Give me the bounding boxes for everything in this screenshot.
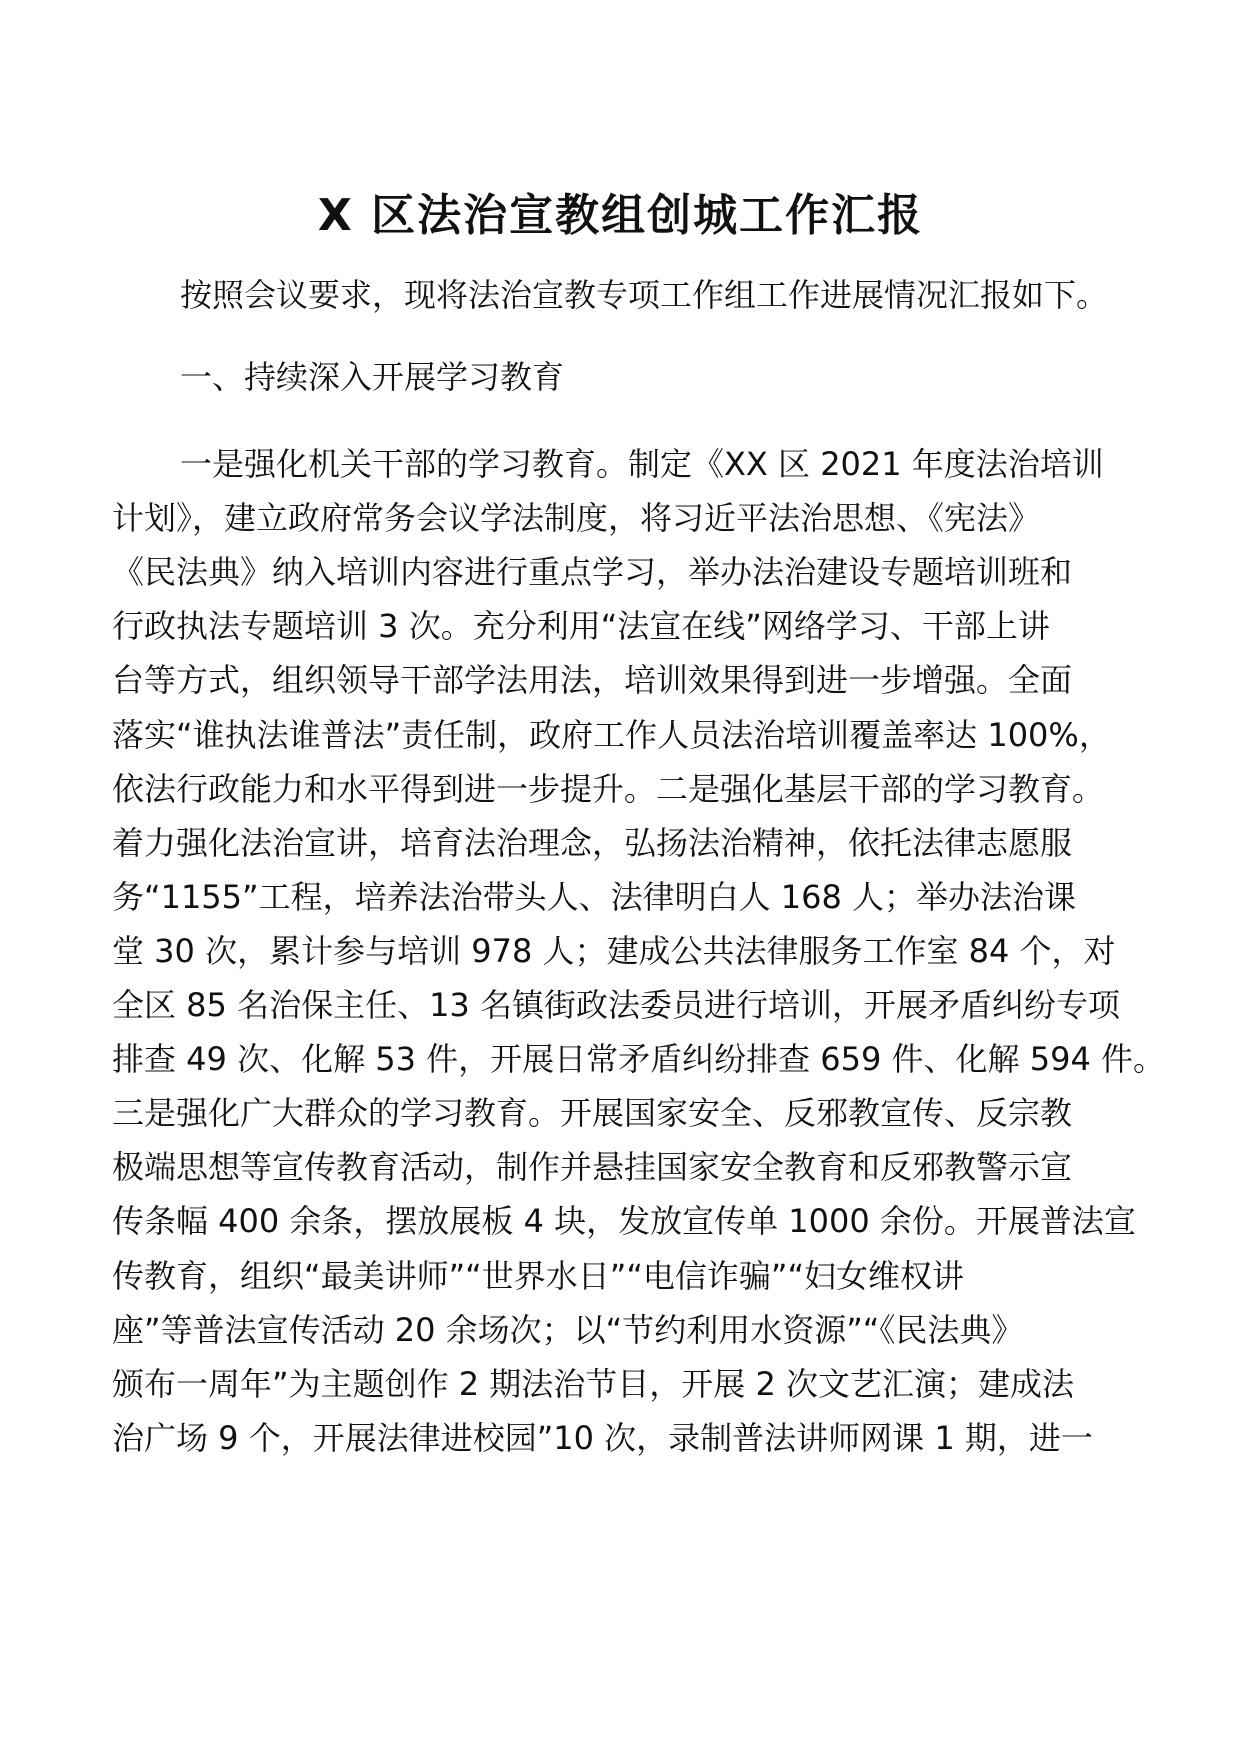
body-line: 台等方式，组织领导干部学法用法，培训效果得到进一步增强。全面: [112, 661, 1073, 699]
body-line: 一是强化机关干部的学习教育。制定《XX 区 2021 年度法治培训: [180, 445, 1104, 483]
body-line: 着力强化法治宣讲，培育法治理念，弘扬法治精神，依托法律志愿服: [112, 824, 1073, 862]
section-heading: 一、持续深入开展学习教育: [180, 358, 565, 396]
body-line: 《民法典》纳入培训内容进行重点学习，举办法治建设专题培训班和: [112, 553, 1073, 591]
body-line: 治广场 9 个，开展法律进校园”10 次，录制普法讲师网课 1 期，进一: [112, 1419, 1093, 1457]
body-line: 传条幅 400 余条，摆放展板 4 块，发放宣传单 1000 余份。开展普法宣: [112, 1202, 1136, 1240]
intro-paragraph: 按照会议要求，现将法治宣教专项工作组工作进展情况汇报如下。: [180, 276, 1109, 314]
body-line: 全区 85 名治保主任、13 名镇街政法委员进行培训，开展矛盾纠纷专项: [112, 986, 1120, 1024]
body-line: 座”等普法宣传活动 20 余场次；以“节约利用水资源”“《民法典》: [112, 1311, 1024, 1349]
body-line: 落实“谁执法谁普法”责任制，政府工作人员法治培训覆盖率达 100%，: [112, 716, 1111, 754]
body-line: 务“1155”工程，培养法治带头人、法律明白人 168 人；举办法治课: [112, 878, 1077, 916]
body-line: 行政执法专题培训 3 次。充分利用“法宣在线”网络学习、干部上讲: [112, 607, 1050, 645]
body-line: 堂 30 次，累计参与培训 978 人；建成公共法律服务工作室 84 个，对: [112, 932, 1116, 970]
body-line: 极端思想等宣传教育活动，制作并悬挂国家安全教育和反邪教警示宣: [112, 1148, 1073, 1186]
body-line: 排查 49 次、化解 53 件，开展日常矛盾纠纷排查 659 件、化解 594 件。: [112, 1040, 1165, 1078]
body-line: 三是强化广大群众的学习教育。开展国家安全、反邪教宣传、反宗教: [112, 1094, 1073, 1132]
document-title: X 区法治宣教组创城工作汇报: [317, 190, 924, 241]
body-line: 颁布一周年”为主题创作 2 期法治节目，开展 2 次文艺汇演；建成法: [112, 1365, 1074, 1403]
body-line: 传教育，组织“最美讲师”“世界水日”“电信诈骗”“妇女维权讲: [112, 1257, 965, 1295]
body-line: 计划》，建立政府常务会议学法制度，将习近平法治思想、《宪法》: [112, 499, 1041, 537]
body-line: 依法行政能力和水平得到进一步提升。二是强化基层干部的学习教育。: [112, 770, 1105, 808]
